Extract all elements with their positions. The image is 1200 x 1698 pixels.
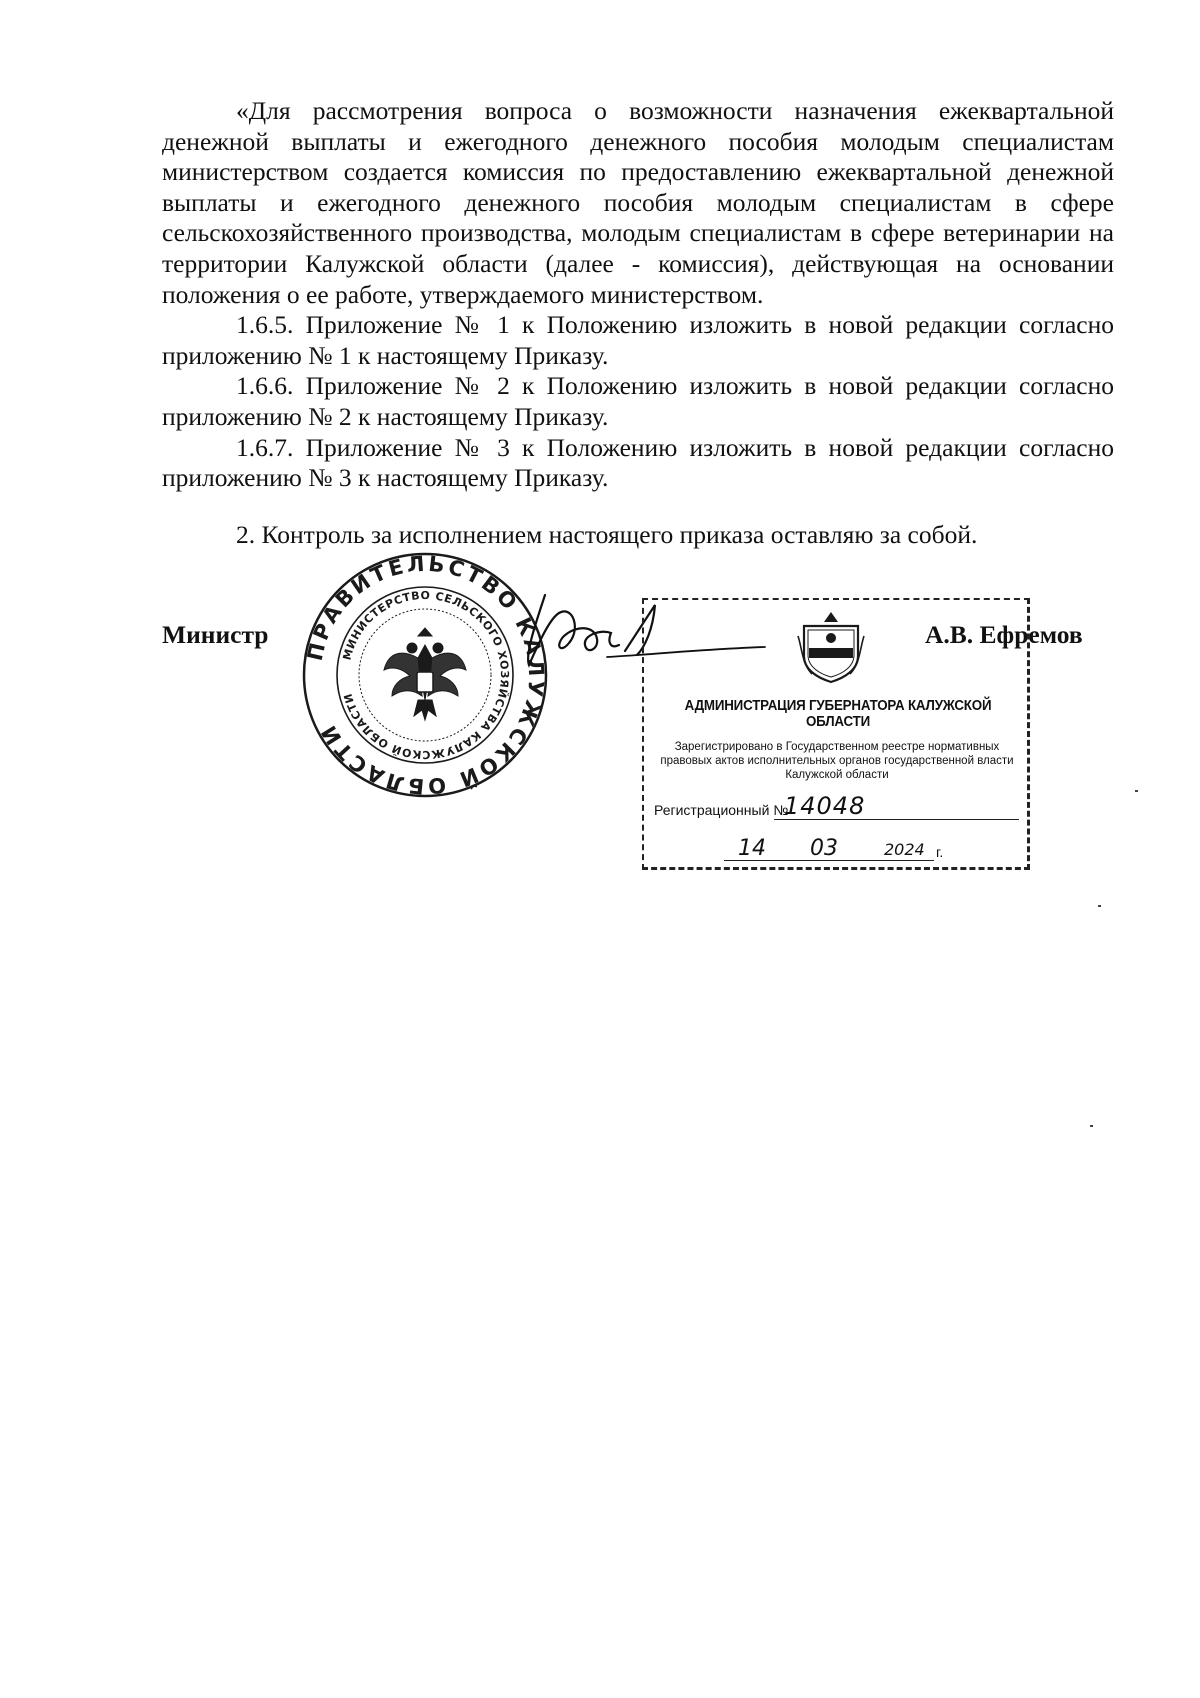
paragraph-1-6-6: 1.6.6. Приложение № 2 к Положению изложить в новой редакции согласно приложению № 2 к настоящему Приказу. [162, 371, 1114, 431]
registration-date-month: 03 [810, 836, 838, 861]
registration-authority-title: АДМИНИСТРАЦИЯ ГУБЕРНАТОРА КАЛУЖСКОЙ ОБЛАСТИ [684, 698, 992, 730]
paragraph-1-6-5: 1.6.5. Приложение № 1 к Положению изложить в новой редакции согласно приложению № 1 к настоящему Приказу. [162, 310, 1114, 370]
paragraph-1-6-7: 1.6.7. Приложение № 3 к Положению изложить в новой редакции согласно приложению № 3 к настоящему Приказу. [162, 432, 1114, 493]
registration-number-label: Регистрационный № [654, 802, 789, 818]
registration-number-value: 14048 [784, 792, 866, 820]
seal-inner-text: МИНИСТЕРСТВО СЕЛЬСКОГО ХОЗЯЙСТВА КАЛУЖСКОЙ ОБЛАСТИ [340, 588, 512, 762]
seal-outer-text: ПРАВИТЕЛЬСТВО КАЛУЖСКОЙ ОБЛАСТИ [302, 551, 549, 799]
scan-speck [1090, 1125, 1093, 1127]
registration-date-day: 14 [738, 836, 766, 861]
registration-date-year: 2024 [884, 840, 925, 859]
paragraph-commission: «Для рассмотрения вопроса о возможности назначения ежеквартальной денежной выплаты и ежегодного денежного пособия молодым специалистам министерством создается комиссия по предоставлению ежеквартальной денежной выплаты и ежегодного денежного пособия молодым специалистам в сфере сельскохозяйственного производства, молодым специалистам в сфере ветеринарии на территории Калужской области (далее - комиссия), действующая на основании положения о ее работе, утверждаемого министерством. [162, 96, 1114, 309]
scan-speck [1098, 905, 1101, 907]
double-headed-eagle-icon [384, 628, 466, 720]
document-body [162, 96, 1114, 550]
scan-speck [1135, 790, 1138, 792]
paragraph-control-clause: 2. Контроль за исполнением настоящего приказа оставляю за собой. [236, 519, 978, 549]
kaluga-coat-of-arms-icon [796, 608, 866, 684]
signer-position: Министр [162, 620, 269, 649]
official-seal [300, 550, 550, 800]
registration-note: Зарегистрировано в Государственном реестре нормативных правовых актов исполнительных органов государственной власти Калужской области [660, 741, 1014, 781]
signer-name: А.В. Ефремов [925, 620, 1083, 649]
registration-stamp [642, 598, 1030, 870]
registration-year-suffix: г. [936, 844, 944, 860]
registration-number-row [654, 792, 1024, 820]
